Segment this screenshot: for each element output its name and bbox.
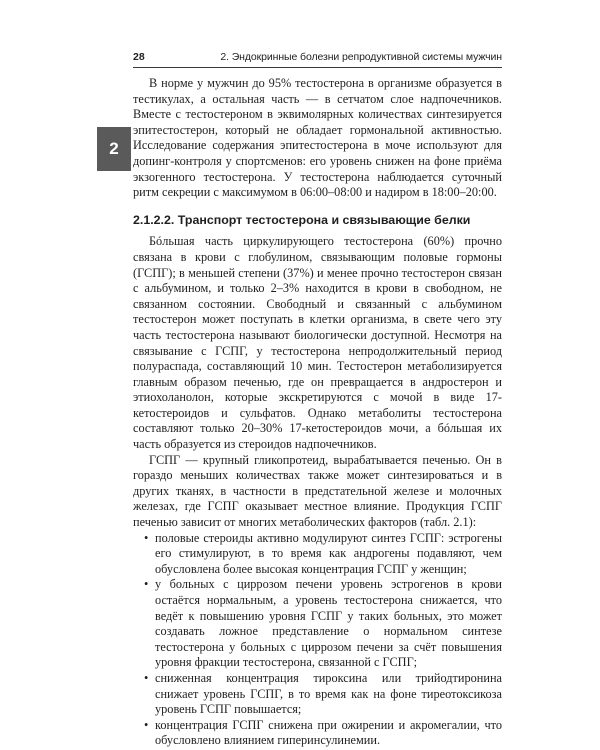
- list-item: • половые стероиды активно модулируют синтез ГСПГ: эстрогены его стимулируют, в то время как андрогены подавляют, чем обусловлена более высокая концентрация ГСПГ у женщин;: [133, 531, 502, 578]
- section-heading: 2.1.2.2. Транспорт тестостерона и связывающие белки: [133, 212, 471, 227]
- bullet-list: [133, 531, 502, 749]
- list-item: • концентрация ГСПГ снижена при ожирении и акромегалии, что обусловлено влиянием гиперинсулинемии.: [133, 718, 502, 749]
- page-body: [133, 76, 502, 749]
- list-item: • у больных с циррозом печени уровень эстрогенов в крови остаётся нормальным, а уровень тестостерона снижается, что ведёт к повышению уровня ГСПГ у таких больных, это может создавать ложное представление о нормальном синтезе тестостерона у больных с циррозом печени за счёт повышения уровня фракции тестостерона, связанной с ГСПГ;: [133, 577, 502, 671]
- intro-paragraph: В норме у мужчин до 95% тестостерона в организме образуется в тестикулах, а остальная часть — в сетчатом слое надпочечников. Вместе с тестостероном в эквимолярных количествах синтезируется эпитестостерон, который не обладает гормональной активностью. Исследование содержания эпитестостерона в моче используют для допинг-контроля у спортсменов: его уровень снижен на фоне приёма экзогенного тестостерона. У тестостерона наблюдается суточный ритм секреции с максимумом в 06:00–08:00 и надиром в 18:00–20:00.: [133, 76, 502, 200]
- paragraph-transport: Бóльшая часть циркулирующего тестостерона (60%) прочно связана в крови с глобулином, связывающим половые гормоны (ГСПГ); в меньшей степени (37%) и менее прочно тестостерон связан с альбумином, и только 2–3% находится в крови в свободном, не связанном состоянии. Свободный и связанный с альбумином тестостерон может поступать в клетки организма, в свете чего эту часть тестостерона называют биологически доступной. Несмотря на связывание с ГСПГ, у тестостерона непродолжительный период полураспада, составляющий 10 мин. Тестостерон метаболизируется главным образом печенью, где он превращается в андростерон и этиохоланолон, которые экскретируются с мочой в виде 17-кетостероидов и сульфатов. Однако метаболиты тестостерона составляют только 20–30% 17-кетостероидов мочи, а бóльшая их часть образуется из стероидов надпочечников.: [133, 234, 502, 452]
- page-number: 28: [133, 51, 145, 63]
- paragraph-shbg: ГСПГ — крупный гликопротеид, вырабатывается печенью. Он в гораздо меньших количествах также может синтезироваться и в других тканях, в частности в предстательной железе и молочных железах, где ГСПГ оказывает местное влияние. Продукция ГСПГ печенью зависит от многих метаболических факторов (табл. 2.1):: [133, 452, 502, 530]
- page-header: [133, 47, 502, 68]
- chapter-tab: 2: [97, 127, 131, 171]
- running-head: 2. Эндокринные болезни репродуктивной системы мужчин: [220, 51, 502, 63]
- list-item: • сниженная концентрация тироксина или трийодтиронина снижает уровень ГСПГ, в то время как на фоне тиреотоксикоза уровень ГСПГ повышается;: [133, 671, 502, 718]
